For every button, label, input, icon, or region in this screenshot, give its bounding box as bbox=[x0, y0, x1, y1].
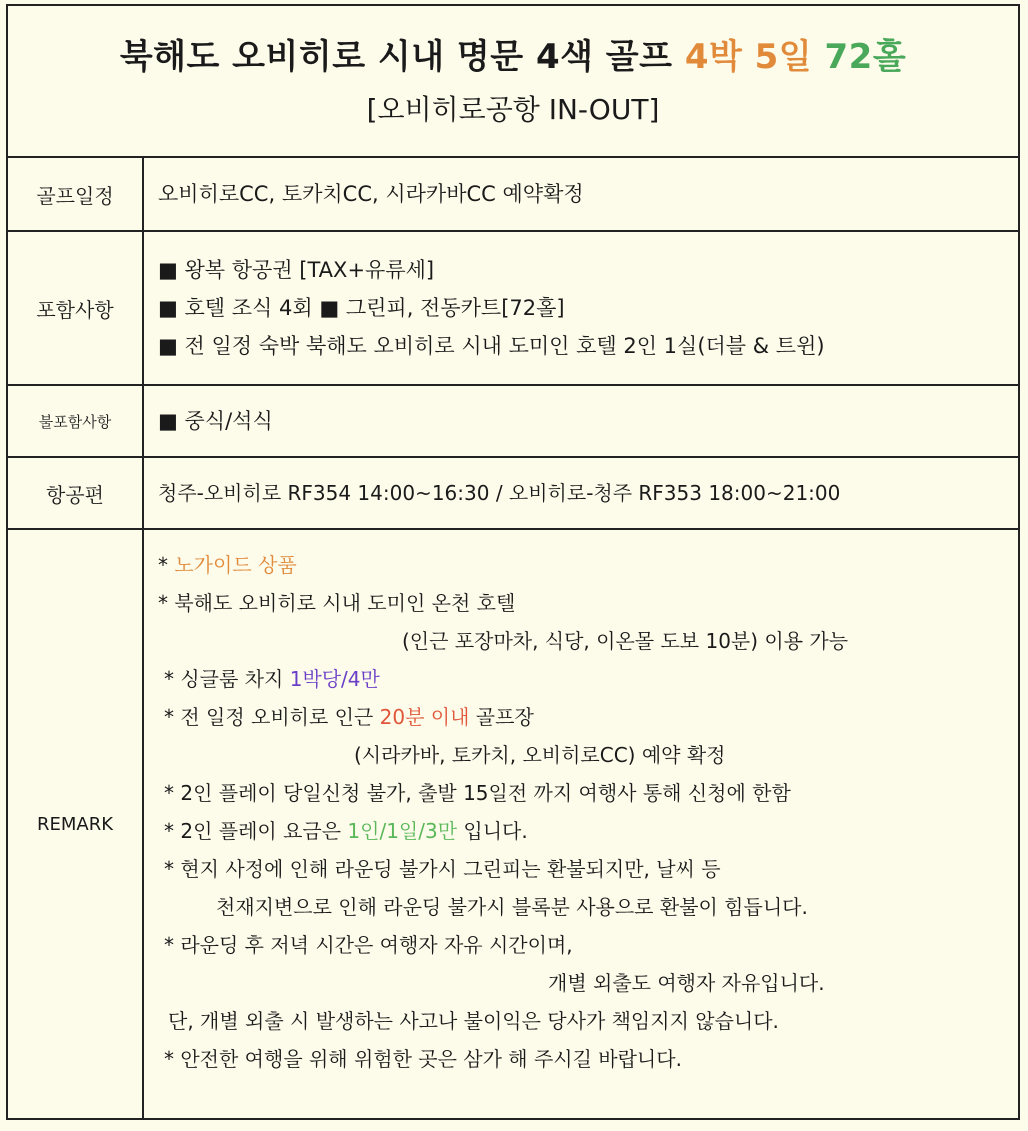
flight-text: 청주-오비히로 RF354 14:00~16:30 / 오비히로-청주 RF353 18:00~21:00 bbox=[158, 481, 841, 505]
included-item: ■ 호텔 조식 4회 ■ 그린피, 전동카트[72홀] bbox=[158, 296, 565, 320]
remark-text: 입니다. bbox=[457, 819, 528, 843]
content-flight bbox=[144, 458, 1018, 528]
page-title bbox=[8, 34, 1018, 80]
row-included bbox=[8, 232, 1018, 386]
remark-line: (시라카바, 토카치, 오비히로CC) 예약 확정 bbox=[354, 743, 726, 767]
row-golf-schedule bbox=[8, 158, 1018, 232]
remark-line: * 안전한 여행을 위해 위험한 곳은 삼가 해 주시길 바랍니다. bbox=[164, 1047, 682, 1071]
golf-schedule-text: 오비히로CC, 토카치CC, 시라카바CC 예약확정 bbox=[158, 182, 584, 206]
remark-line: 단, 개별 외출 시 발생하는 사고나 불이익은 당사가 책임지지 않습니다. bbox=[168, 1009, 779, 1033]
remark-text: * 싱글룸 차지 bbox=[164, 667, 290, 691]
label-remark: REMARK bbox=[8, 530, 144, 1118]
remark-text: * 2인 플레이 요금은 bbox=[164, 819, 348, 843]
remark-line bbox=[158, 812, 1018, 850]
remark-line: (인근 포장마차, 식당, 이온몰 도보 10분) 이용 가능 bbox=[402, 629, 849, 653]
row-excluded bbox=[8, 386, 1018, 458]
page-subtitle: [오비히로공항 IN-OUT] bbox=[366, 93, 660, 126]
remark-line: * 2인 플레이 당일신청 불가, 출발 15일전 까지 여행사 통해 신청에 한함 bbox=[164, 781, 791, 805]
content-excluded bbox=[144, 386, 1018, 456]
content-included bbox=[144, 232, 1018, 384]
label-flight: 항공편 bbox=[8, 458, 144, 528]
remark-bullet: * bbox=[158, 553, 175, 577]
content-golf-schedule bbox=[144, 158, 1018, 230]
header bbox=[8, 6, 1018, 158]
remark-line bbox=[158, 546, 1018, 584]
remark-line: * 라운딩 후 저녁 시간은 여행자 자유 시간이며, bbox=[164, 933, 573, 957]
row-flight bbox=[8, 458, 1018, 530]
title-nights: 4박 5일 bbox=[684, 37, 813, 77]
remark-text: * 전 일정 오비히로 인근 bbox=[164, 705, 380, 729]
label-excluded: 불포함사항 bbox=[8, 386, 144, 456]
remark-line: 개별 외출도 여행자 자유입니다. bbox=[548, 971, 825, 995]
included-item: ■ 전 일정 숙박 북해도 오비히로 시내 도미인 호텔 2인 1실(더블 & 트윈) bbox=[158, 334, 825, 358]
title-main: 북해도 오비히로 시내 명문 4색 골프 bbox=[119, 37, 685, 77]
distance-highlight: 20분 이내 bbox=[379, 705, 470, 729]
remark-line bbox=[158, 698, 1018, 736]
remark-line: * 현지 사정에 인해 라운딩 불가시 그린피는 환불되지만, 날씨 등 bbox=[164, 857, 721, 881]
remark-line bbox=[158, 660, 1018, 698]
row-remark bbox=[8, 530, 1018, 1118]
single-charge-highlight: 1박당/4만 bbox=[289, 667, 380, 691]
no-guide-highlight: 노가이드 상품 bbox=[174, 553, 297, 577]
remark-text: 골프장 bbox=[469, 705, 534, 729]
excluded-text: ■ 중식/석식 bbox=[158, 409, 273, 433]
itinerary-table bbox=[6, 4, 1020, 1120]
content-remark bbox=[144, 530, 1018, 1118]
remark-line: * 북해도 오비히로 시내 도미인 온천 호텔 bbox=[158, 591, 516, 615]
label-included: 포함사항 bbox=[8, 232, 144, 384]
included-item: ■ 왕복 항공권 [TAX+유류세] bbox=[158, 258, 435, 282]
title-holes: 72홀 bbox=[824, 37, 907, 77]
remark-line: 천재지변으로 인해 라운딩 불가시 블록분 사용으로 환불이 힘듭니다. bbox=[216, 895, 808, 919]
fee-highlight: 1인/1일/3만 bbox=[347, 819, 458, 843]
label-golf-schedule: 골프일정 bbox=[8, 158, 144, 230]
